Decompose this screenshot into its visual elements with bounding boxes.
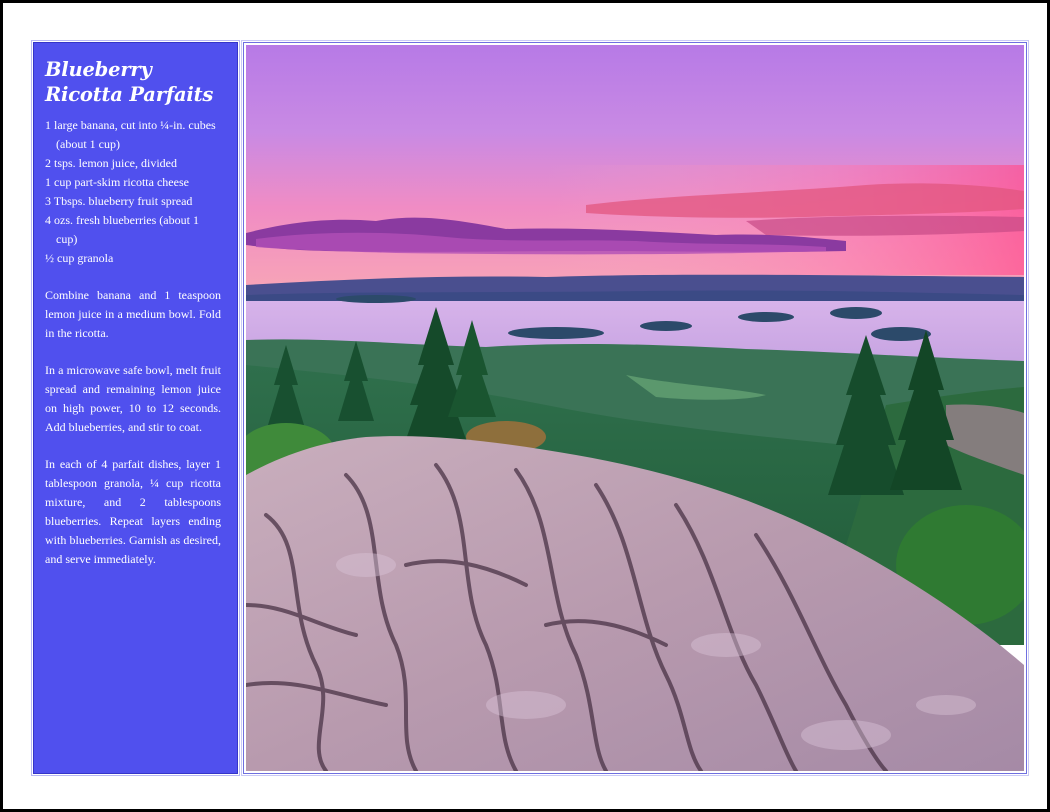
instruction-step: In each of 4 parfait dishes, layer 1 tablespoon granola, ¼ cup ricotta mixture, and 2 tablespoons blueberries. Repeat layers ending with blueberries. Garnish as desired, and serve immediately. xyxy=(45,457,221,566)
ingredient-item: 4 ozs. fresh blueberries (about 1 cup) xyxy=(45,213,199,246)
instruction-step: Combine banana and 1 teaspoon lemon juice in a medium bowl. Fold in the ricotta. xyxy=(45,288,221,340)
ingredient-item: ½ cup granola xyxy=(45,251,114,265)
ingredient-item: 1 cup part-skim ricotta cheese xyxy=(45,175,189,189)
recipe-title: Blueberry Ricotta Parfaits xyxy=(45,58,214,106)
ingredient-item: 2 tsps. lemon juice, divided xyxy=(45,156,177,170)
instruction-step: In a microwave safe bowl, melt fruit spread and remaining lemon juice on high power, 10 to 12 seconds. Add blueberries, and stir to coat. xyxy=(45,363,221,434)
landscape-photo-frame xyxy=(243,42,1027,774)
ingredient-item: 3 Tbsps. blueberry fruit spread xyxy=(45,194,193,208)
ingredient-list xyxy=(45,116,221,268)
recipe-panel xyxy=(33,42,238,774)
landscape-photo xyxy=(246,45,1024,771)
ingredient-item: 1 large banana, cut into ¼-in. cubes (about 1 cup) xyxy=(45,118,216,151)
